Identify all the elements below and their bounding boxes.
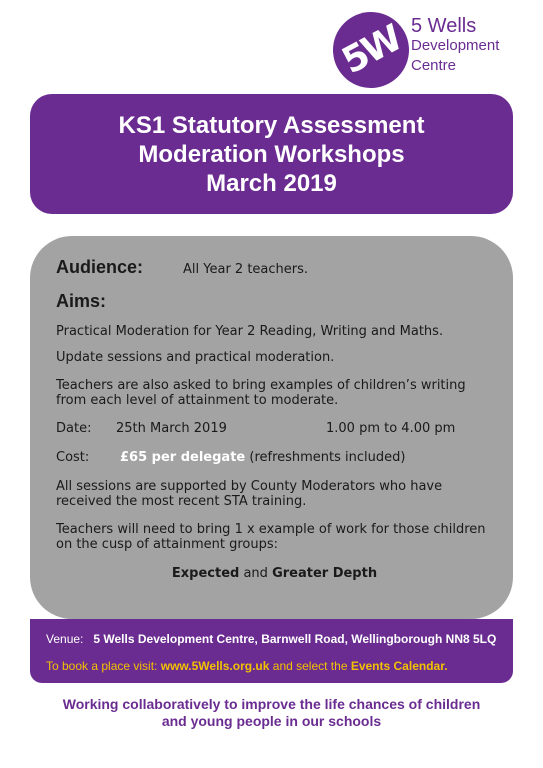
date-value: 25th March 2019 <box>116 421 227 436</box>
audience-label: Audience: <box>56 257 144 277</box>
cost-row <box>56 450 493 465</box>
audience-value: All Year 2 teachers. <box>183 262 309 277</box>
expected: Expected <box>171 566 240 581</box>
bring-text <box>56 522 493 552</box>
events-calendar: Events Calendar. <box>350 659 448 673</box>
and-text: and <box>239 566 273 581</box>
aim-3 <box>56 378 493 408</box>
footer-line-2: and young people in our schools <box>161 713 382 729</box>
aim-2: Update sessions and practical moderation. <box>56 350 335 365</box>
title-line-3: March 2019 <box>206 169 337 197</box>
cost-label: Cost: <box>56 450 90 465</box>
cost-note: (refreshments included) <box>245 450 406 465</box>
venue-address: 5 Wells Development Centre, Barnwell Road, Wellingborough NN8 5LQ <box>93 632 497 646</box>
aim-3-line-1: Teachers are also asked to bring examples of children’s writing <box>56 378 466 393</box>
attainment-groups <box>56 566 493 581</box>
book-text: To book a place visit: <box>46 659 161 673</box>
logo <box>333 12 523 92</box>
venue-line <box>46 632 496 646</box>
aim-3-line-2: from each level of attainment to moderate. <box>56 393 339 408</box>
select-text: and select the <box>269 659 351 673</box>
booking-url-link[interactable]: www.5Wells.org.uk <box>160 659 270 673</box>
venue-label: Venue: <box>46 632 84 646</box>
support-line-1: All sessions are supported by County Moderators who have <box>56 479 443 494</box>
details-panel <box>30 236 513 619</box>
support-line-2: received the most recent STA training. <box>56 494 307 509</box>
footer-tagline <box>0 696 543 730</box>
logo-line-3: Centre <box>411 57 457 74</box>
greater-depth: Greater Depth <box>272 566 378 581</box>
aims-label: Aims: <box>56 291 107 311</box>
logo-text <box>411 16 499 76</box>
venue-banner <box>30 619 513 683</box>
logo-line-1: 5 Wells <box>411 15 477 37</box>
title-banner <box>30 94 513 214</box>
support-text <box>56 479 493 509</box>
date-row <box>56 421 493 436</box>
footer-line-1: Working collaboratively to improve the life chances of children <box>62 696 481 712</box>
date-label: Date: <box>56 421 92 436</box>
title-line-2: Moderation Workshops <box>138 140 405 168</box>
cost-value: £65 per delegate <box>120 450 246 465</box>
audience-row <box>56 257 493 278</box>
logo-line-2: Development <box>411 37 500 54</box>
booking-line <box>46 659 448 673</box>
aim-1: Practical Moderation for Year 2 Reading, Writing and Maths. <box>56 324 444 339</box>
title-line-1: KS1 Statutory Assessment <box>118 111 425 139</box>
bring-line-2: on the cusp of attainment groups: <box>56 537 279 552</box>
bring-line-1: Teachers will need to bring 1 x example of work for those children <box>56 522 486 537</box>
logo-mark: 5W <box>320 0 423 101</box>
time-value: 1.00 pm to 4.00 pm <box>326 421 456 436</box>
